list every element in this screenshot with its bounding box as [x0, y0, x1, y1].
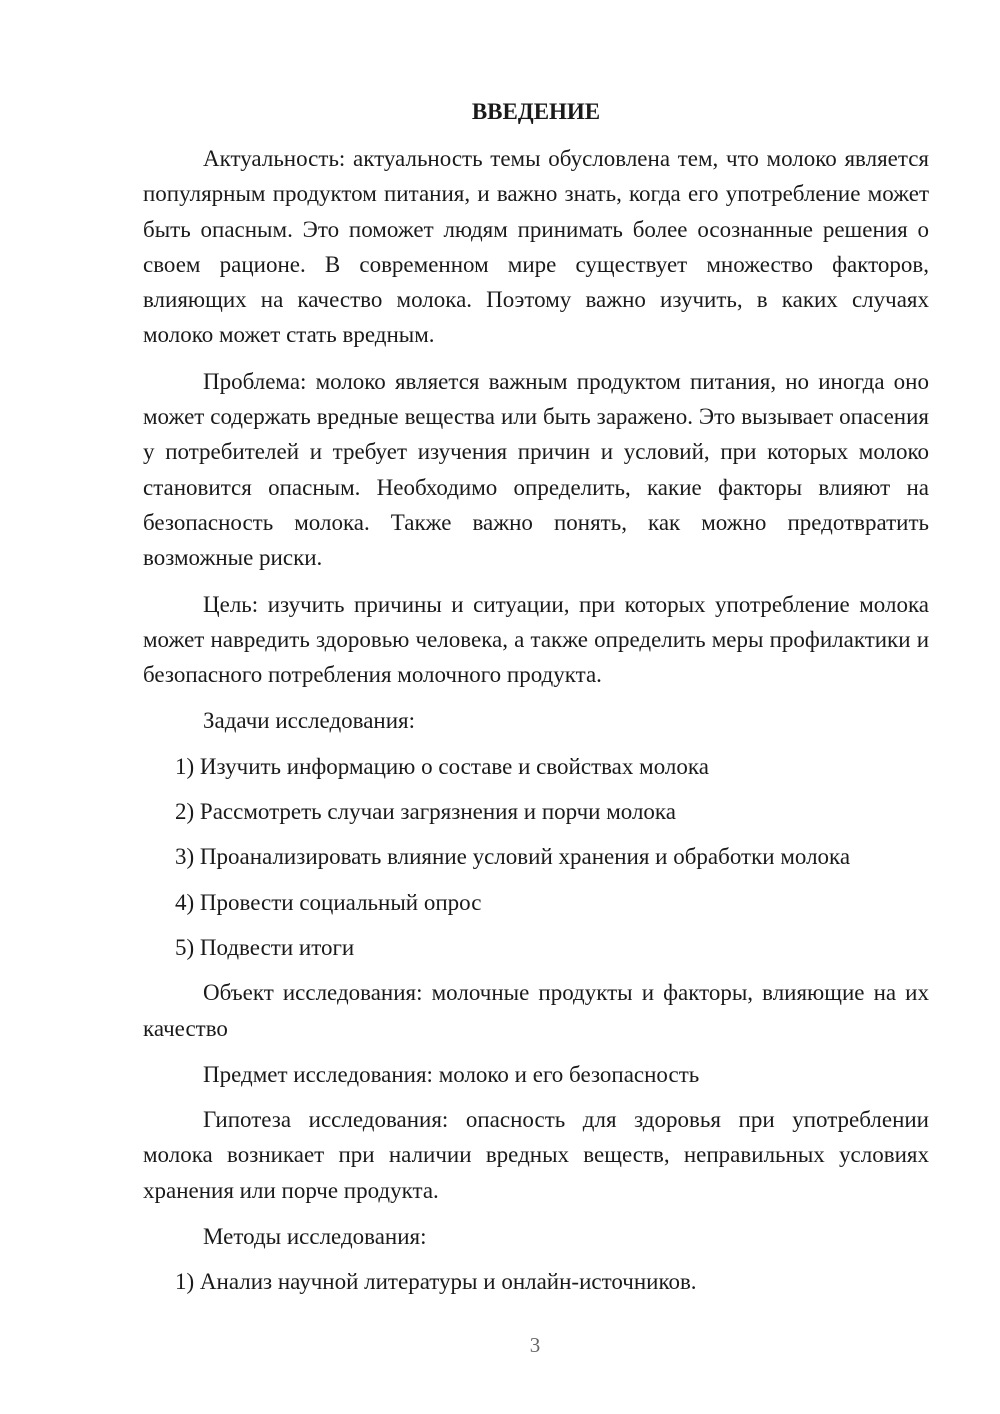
- list-item: 2) Рассмотреть случаи загрязнения и порчи молока: [175, 799, 676, 825]
- list-item: 4) Провести социальный опрос: [175, 889, 482, 915]
- problem-paragraph: Проблема: молоко является важным продуктом питания, но иногда оно может содержать вредные вещества или быть заражено. Это вызывает опасения у потребителей и требует изучения причин и условий, при которых молоко становится опасным. Необходимо определить, какие факторы влияют на безопасность молока. Также важно понять, как можно предотвратить возможные риски.: [143, 368, 929, 571]
- list-item: 3) Проанализировать влияние условий хранения и обработки молока: [175, 844, 851, 870]
- list-item: 5) Подвести итоги: [175, 934, 355, 960]
- page-number: 3: [529, 1333, 541, 1357]
- tasks-heading: Задачи исследования:: [203, 708, 416, 734]
- methods-list: [143, 1264, 929, 1299]
- object-paragraph: Объект исследования: молочные продукты и факторы, влияющие на их качество: [143, 980, 929, 1041]
- document-page: [143, 94, 929, 1310]
- list-item: 1) Анализ научной литературы и онлайн-источников.: [175, 1269, 697, 1295]
- list-item: 1) Изучить информацию о составе и свойствах молока: [175, 753, 709, 779]
- goal-paragraph: Цель: изучить причины и ситуации, при которых употребление молока может навредить здоровью человека, а также определить меры профилактики и безопасного потребления молочного продукта.: [143, 591, 929, 688]
- relevance-paragraph: Актуальность: актуальность темы обусловлена тем, что молоко является популярным продуктом питания, и важно знать, когда его употребление может быть опасным. Это поможет людям принимать более осознанные решения о своем рационе. В современном мире существует множество факторов, влияющих на качество молока. Поэтому важно изучить, в каких случаях молоко может стать вредным.: [143, 146, 929, 348]
- subject-paragraph: Предмет исследования: молоко и его безопасность: [203, 1061, 700, 1087]
- page-title: ВВЕДЕНИЕ: [471, 99, 601, 124]
- tasks-list: [143, 749, 929, 965]
- methods-heading: Методы исследования:: [203, 1224, 427, 1250]
- hypothesis-paragraph: Гипотеза исследования: опасность для здоровья при употреблении молока возникает при наличии вредных веществ, неправильных условиях хранения или порче продукта.: [143, 1107, 929, 1203]
